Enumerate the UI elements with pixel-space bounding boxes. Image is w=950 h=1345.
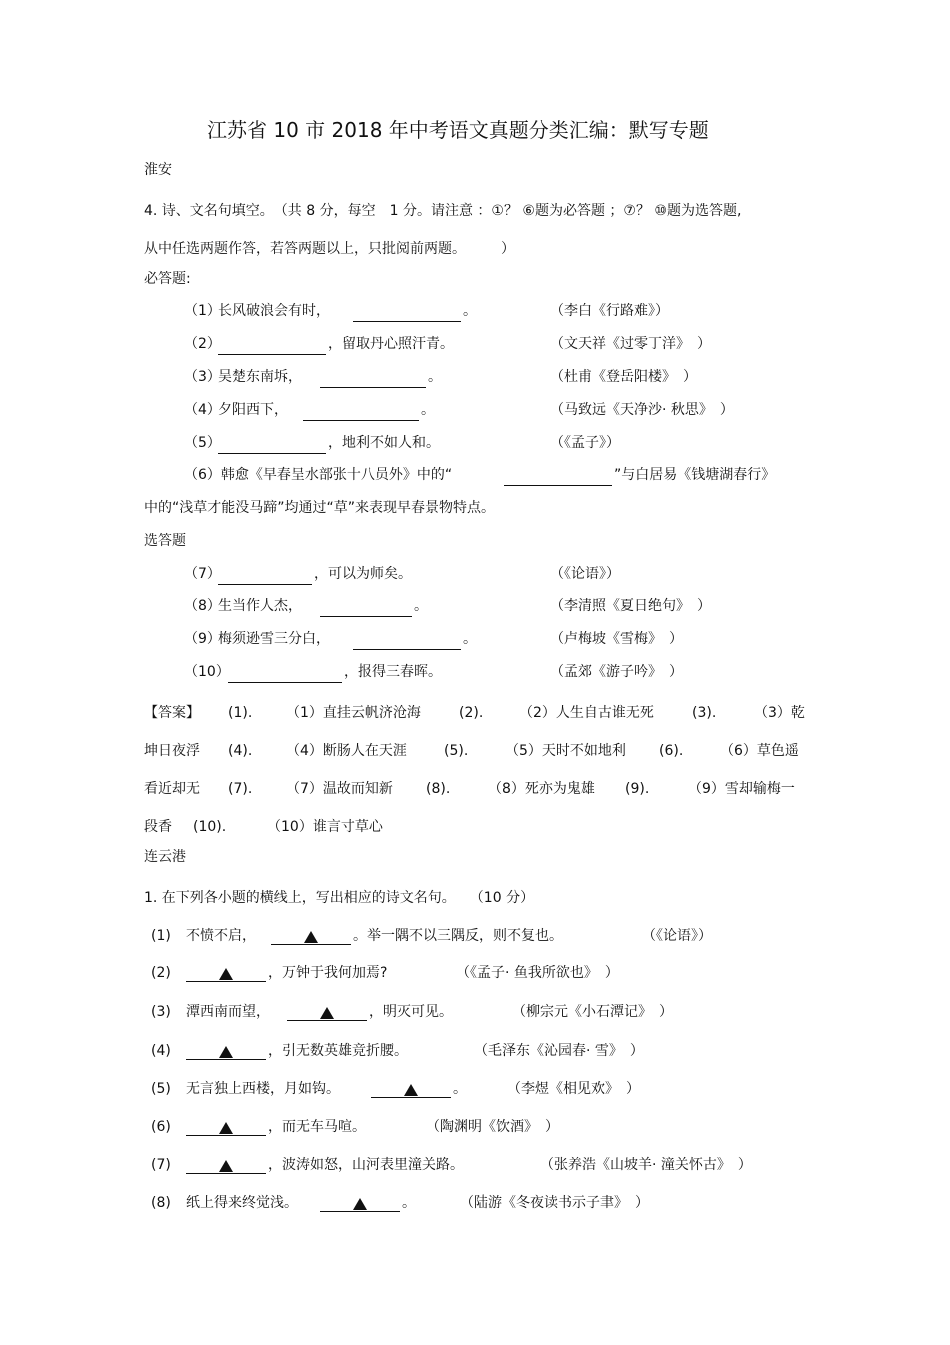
item-source: （文天祥《过零丁洋》 ） [550,336,711,352]
item-number: （4） [184,402,221,418]
answer-blank [371,1083,451,1098]
item-number: (1) [151,928,171,944]
item-text-before: 不愤不启， [186,928,256,944]
answer-blank [287,1006,367,1021]
answer-text: （9）雪却输梅一 [688,781,795,797]
answer-text: （6）草色遥 [720,743,799,759]
item-text-after: 。举一隅不以三隅反，则不复也。 [353,928,563,944]
item-text-after: ，明灭可见。 [369,1004,453,1020]
question-4-instruction-cont: 从中任选两题作答，若答两题以上，只批阅前两题。 ） [144,241,515,257]
item-number: （5） [184,435,221,451]
item-source: （张养浩《山坡羊· 潼关怀古》 ） [540,1157,752,1173]
answer-blank [186,1159,266,1174]
item-6-continuation: 中的“浅草才能没马蹄”均通过“草”来表现早春景物特点。 [144,500,496,516]
answer-blank [186,1045,266,1060]
item-text-before: 长风破浪会有时， [218,303,330,319]
answer-text: （4）断肠人在天涯 [286,743,407,759]
item-text-before: 夕阳西下， [218,402,288,418]
item-text-after: 。 [428,369,442,385]
question-1-instruction: 1. 在下列各小题的横线上，写出相应的诗文名句。 （10 分） [144,890,535,906]
answer-text: （1）直挂云帆济沧海 [286,705,421,721]
item-text-after: ，万钟于我何加焉? [268,965,388,981]
answer-index: (3). [692,705,717,721]
answer-text: （7）温故而知新 [286,781,393,797]
item-number: (3) [151,1004,171,1020]
item-source: （李煜《相见欢》 ） [507,1081,640,1097]
answer-text: 段香 [144,819,172,835]
item-number: (6) [151,1119,171,1135]
triangle-icon [219,1046,233,1058]
optional-label: 选答题 [144,533,186,549]
item-text-before: 潭西南而望， [186,1004,270,1020]
answer-blank [218,340,326,355]
item-number: （7） [184,566,221,582]
triangle-icon [320,1007,334,1019]
item-text-after: 。 [421,402,435,418]
item-text-before: 无言独上西楼，月如钩。 [186,1081,340,1097]
item-source: （《孟子》） [550,435,620,451]
answer-index: (8). [426,781,451,797]
answer-index: (7). [228,781,253,797]
answer-blank [320,602,412,617]
answer-blank [303,406,419,421]
required-label: 必答题: [144,271,191,287]
triangle-icon [219,968,233,980]
item-source: （陆游《冬夜读书示子聿》 ） [460,1195,649,1211]
item-text-after: 。 [414,598,428,614]
answer-text: 坤日夜浮 [144,743,200,759]
answer-index: (2). [459,705,484,721]
answer-blank [320,373,426,388]
item-text-after: ，而无车马喧。 [268,1119,366,1135]
section-city-huaian: 淮安 [144,162,172,178]
answer-blank [218,439,326,454]
item-source: （柳宗元《小石潭记》 ） [512,1004,673,1020]
item-number: (8) [151,1195,171,1211]
item-number: （3） [184,369,221,385]
question-4-instruction: 4. 诗、文名句填空。 （共 8 分，每空 1 分。请注意 ：①？ ⑥题为必答题 ；⑦？ ⑩题为选答题, [144,203,742,219]
item-source: （《论语》） [550,566,620,582]
item-text-before: 梅须逊雪三分白， [218,631,330,647]
item-text-before: 吴楚东南坼， [218,369,302,385]
answer-index: (5). [444,743,469,759]
answer-index: (10). [193,819,227,835]
item-text-after: ”与白居易《钱塘湖春行》 [614,467,776,483]
item-text-after: ，地利不如人和。 [328,435,440,451]
item-number: (7) [151,1157,171,1173]
item-source: （李清照《夏日绝句》 ） [550,598,711,614]
item-source: （孟郊《游子吟》 ） [550,664,683,680]
item-number: （1） [184,303,221,319]
answer-blank [504,471,612,486]
item-number: （2） [184,336,221,352]
answer-text: （10）谁言寸草心 [267,819,383,835]
answer-text: （5）天时不如地利 [505,743,626,759]
item-number: (4) [151,1043,171,1059]
answer-text: 看近却无 [144,781,200,797]
item-number: (2) [151,965,171,981]
triangle-icon [219,1122,233,1134]
answer-index: (6). [659,743,684,759]
item-text-after: ，可以为师矣。 [314,566,412,582]
item-source: （陶渊明《饮酒》 ） [426,1119,559,1135]
answer-blank [271,930,351,945]
triangle-icon [304,931,318,943]
item-source: （李白《行路难》） [550,303,669,319]
item-source: （《论语》） [642,928,712,944]
item-source: （毛泽东《沁园春· 雪》 ） [474,1043,644,1059]
item-text-after: ，留取丹心照汗青。 [328,336,454,352]
page-title: 江苏省 10 市 2018 年中考语文真题分类汇编：默写专题 [207,118,709,142]
item-text-after: 。 [463,303,477,319]
answer-blank [353,307,461,322]
item-number: (5) [151,1081,171,1097]
item-text-before: 生当作人杰， [218,598,302,614]
section-city-lianyungang: 连云港 [144,849,186,865]
answer-blank [218,570,312,585]
item-text-after: 。 [402,1195,416,1211]
item-text-after: 。 [463,631,477,647]
item-number: （9） [184,631,221,647]
item-number: （8） [184,598,221,614]
answer-index: (4). [228,743,253,759]
answer-text: （2）人生自古谁无死 [519,705,654,721]
item-text-before: （6）韩愈《早春呈水部张十八员外》中的“ [184,467,453,483]
item-text-after: ，波涛如怒，山河表里潼关路。 [268,1157,464,1173]
item-number: （10） [184,664,230,680]
answer-text: （8）死亦为鬼雄 [488,781,595,797]
answer-index: (1). [228,705,253,721]
item-text-after: ，引无数英雄竞折腰。 [268,1043,408,1059]
answer-blank [320,1197,400,1212]
answer-blank [228,668,342,683]
answer-index: (9). [625,781,650,797]
answer-label: 【答案】 [144,705,200,721]
answer-blank [353,635,461,650]
item-source: （卢梅坡《雪梅》 ） [550,631,683,647]
item-source: （马致远《天净沙· 秋思》 ） [550,402,734,418]
triangle-icon [219,1160,233,1172]
triangle-icon [404,1084,418,1096]
triangle-icon [353,1198,367,1210]
item-text-after: 。 [453,1081,467,1097]
answer-blank [186,1121,266,1136]
item-text-before: 纸上得来终觉浅。 [186,1195,298,1211]
answer-text: （3）乾 [754,705,805,721]
answer-blank [186,967,266,982]
item-source: （《孟子· 鱼我所欲也》 ） [456,965,619,981]
item-source: （杜甫《登岳阳楼》 ） [550,369,697,385]
item-text-after: ，报得三春晖。 [344,664,442,680]
